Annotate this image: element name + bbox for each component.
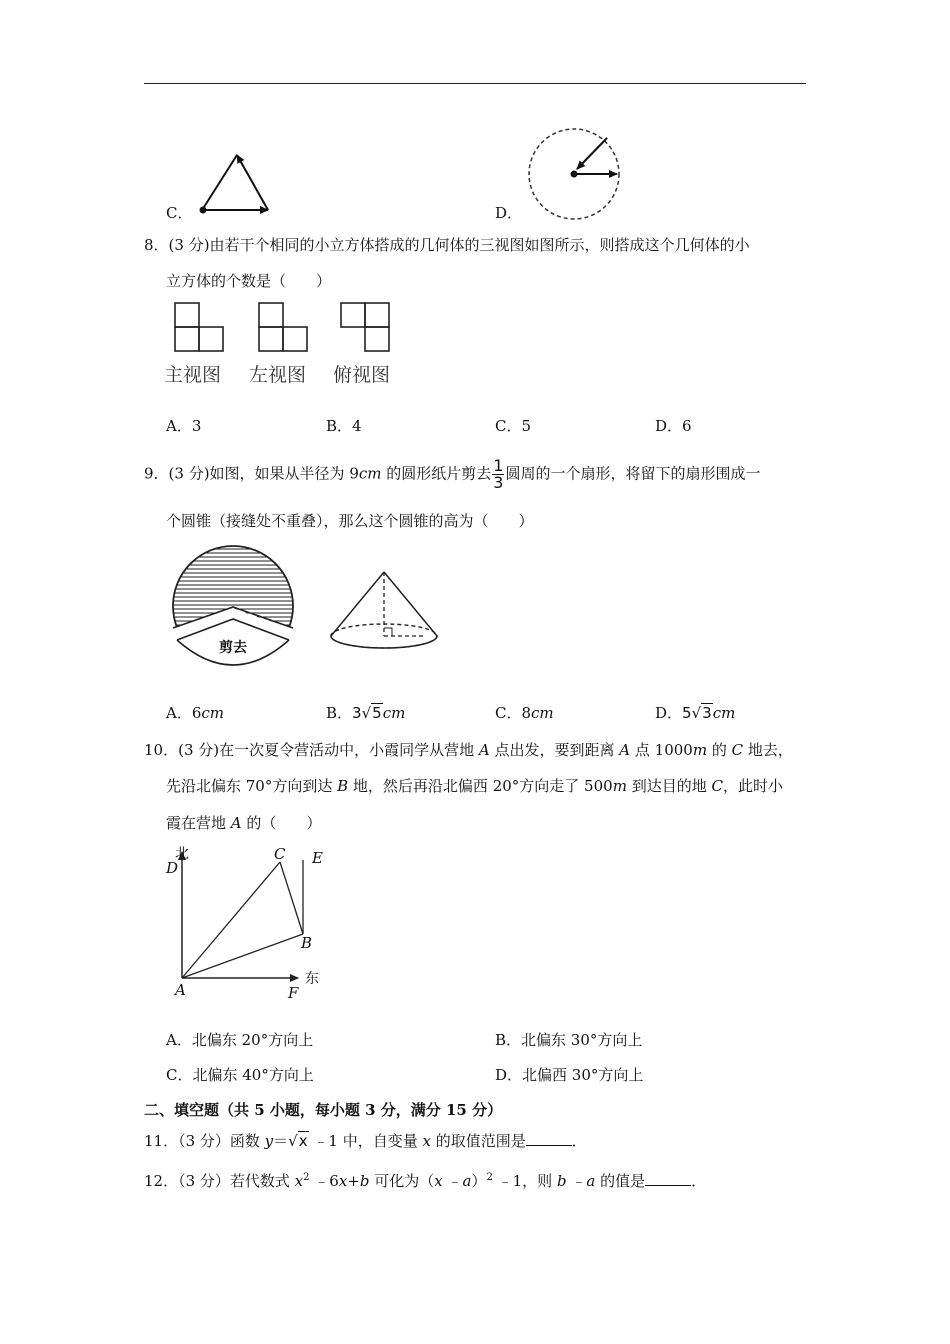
q7-option-d-figure [528,128,623,223]
q10-label-C: C [274,845,286,863]
q9-option-d-unit: cm [712,704,736,722]
q9-fraction [492,458,504,491]
q12-i: 的值是 [595,1172,646,1190]
q9-option-a [166,703,224,723]
q8-stem-line2: 立方体的个数是（ ） [166,272,332,290]
q12-b: ﹣6 [309,1172,339,1190]
q9-option-d-label: D． [655,704,683,722]
q9-stem-mid: 的圆形纸片剪去 [381,464,492,483]
q9-option-d [655,703,735,723]
q10-l1-C: C [731,741,744,759]
q10-stem-line3 [166,813,321,833]
q10-label-B: B [301,934,313,952]
q10-stem-line1 [144,740,793,760]
q10-option-a: A．北偏东 20°方向上 [166,1031,314,1049]
q12-a2: a [586,1172,596,1190]
q9-option-b-coefficient: 3 [352,704,362,722]
q12-d: 可化为（ [369,1172,435,1190]
q10-l3-A: A [230,814,242,832]
q11-stem [144,1131,587,1151]
q12-x: x [294,1172,304,1190]
q11-d: 的取值范围是 [430,1132,526,1150]
header-rule [144,83,806,84]
q8-option-b: B．4 [326,417,362,435]
q10-label-A: A [175,981,186,999]
q10-l1-A: A [478,741,490,759]
q9-stem-unit: cm [358,464,382,483]
q11-radicand: x [298,1132,308,1150]
q11-y: y [264,1132,274,1150]
q10-l1-a: 10．(3 分)在一次夏令营活动中，小霞同学从营地 [144,741,479,759]
q11-e: ． [571,1132,587,1150]
q11-answer-blank [526,1131,572,1146]
q12-c: + [347,1172,360,1190]
q8-front-view [174,302,224,352]
q10-l2-b: 地，然后再沿北偏西 20°方向走了 500 [348,777,613,795]
q12-b2: b [556,1172,567,1190]
q10-option-d: D．北偏西 30°方向上 [495,1066,644,1084]
q9-option-a-value: A．6 [166,704,202,722]
q9-option-c [495,703,554,723]
q8-front-view-label: 主视图 [164,364,222,386]
q10-l2-a: 先沿北偏东 70°方向到达 [166,777,338,795]
q12-x2: x [338,1172,348,1190]
q9-stem-post: 圆周的一个扇形，将留下的扇形围成一 [505,464,761,483]
q12-sup: 2 [303,1172,310,1183]
q10-option-c: C．北偏东 40°方向上 [166,1066,314,1084]
q9-option-a-unit: cm [201,704,225,722]
q10-l3-b: 的（ ） [241,814,322,832]
q10-l2-m: m [612,777,627,795]
q8-top-view [340,302,390,352]
q12-sup2: 2 [486,1172,493,1183]
q8-option-c: C．5 [495,417,532,435]
q12-av: a [462,1172,472,1190]
q9-option-b-sqrt: 3√5 [352,704,382,722]
q9-option-d-radicand: 3 [702,704,712,722]
q9-option-d-coefficient: 5 [682,704,692,722]
q12-e: ﹣ [442,1172,463,1190]
q11-b: ＝ [273,1132,289,1150]
q8-top-view-label: 俯视图 [333,364,391,386]
q10-label-north: 北 [175,846,189,862]
q10-l1-d: 的 [707,741,732,759]
q8-stem-line1: 8．(3 分)由若干个相同的小立方体搭成的几何体的三视图如图所示，则搭成这个几何体的小 [144,236,750,254]
q12-f: ） [471,1172,487,1190]
q9-stem-line2: 个圆锥（接缝处不重叠），那么这个圆锥的高为（ ） [166,512,534,530]
q10-stem-line2 [166,776,783,796]
q10-l1-e: 地去， [743,741,793,759]
q12-g: ﹣1，则 [492,1172,557,1190]
q10-label-D: D [166,859,179,877]
q12-x3: x [434,1172,443,1190]
q10-l1-m: m [692,741,708,759]
q9-option-b-unit: cm [382,704,406,722]
q10-l2-d: ，此时小 [722,777,783,795]
q9-cut-label: 剪去 [219,640,247,656]
q10-label-east: 东 [305,971,319,987]
q11-c: ﹣1 中，自变量 [308,1132,423,1150]
q11-x: x [422,1132,431,1150]
q9-option-b [326,703,405,723]
q8-option-d: D．6 [655,417,692,435]
q12-j: ． [691,1172,707,1190]
q10-option-b: B．北偏东 30°方向上 [495,1031,643,1049]
q12-answer-blank [645,1171,691,1186]
section2-title: 二、填空题（共 5 小题，每小题 3 分，满分 15 分） [144,1101,503,1119]
q11-a: 11．（3 分）函数 [144,1132,265,1150]
q9-option-b-label: B． [326,704,353,722]
q8-left-view-label: 左视图 [249,364,307,386]
q7-option-d-label: D． [495,204,523,222]
q12-stem [144,1168,706,1191]
q10-l2-B: B [337,777,349,795]
q9-stem-pre: 9．(3 分)如图，如果从半径为 9 [144,464,359,483]
q9-option-c-unit: cm [531,704,554,722]
q10-l2-C: C [711,777,723,795]
q9-option-d-sqrt: 5√3 [682,704,712,722]
q7-option-c-label: C． [166,204,193,222]
q8-option-a: A．3 [166,417,202,435]
q10-label-F: F [288,984,299,1002]
q10-l1-b: 点出发，要到距离 [489,741,620,759]
q11-sqrt: √x [288,1132,308,1150]
q10-label-E: E [312,849,323,867]
q10-l1-c: 点 1000 [630,741,693,759]
q9-cone-figure [330,570,440,652]
q10-l1-A2: A [619,741,631,759]
q12-bv: b [359,1172,370,1190]
q12-h: ﹣ [566,1172,587,1190]
q9-fraction-denominator: 3 [493,473,504,492]
q7-option-c-figure [190,145,280,220]
q9-option-b-radicand: 5 [372,704,382,722]
q10-l2-c: 到达目的地 [626,777,712,795]
q9-stem-line1 [144,458,760,491]
q9-option-c-value: C．8 [495,704,532,722]
q12-a: 12．（3 分）若代数式 [144,1172,295,1190]
q9-fraction-numerator: 1 [493,456,504,475]
q8-left-view [258,302,308,352]
q10-l3-a: 霞在营地 [166,814,231,832]
